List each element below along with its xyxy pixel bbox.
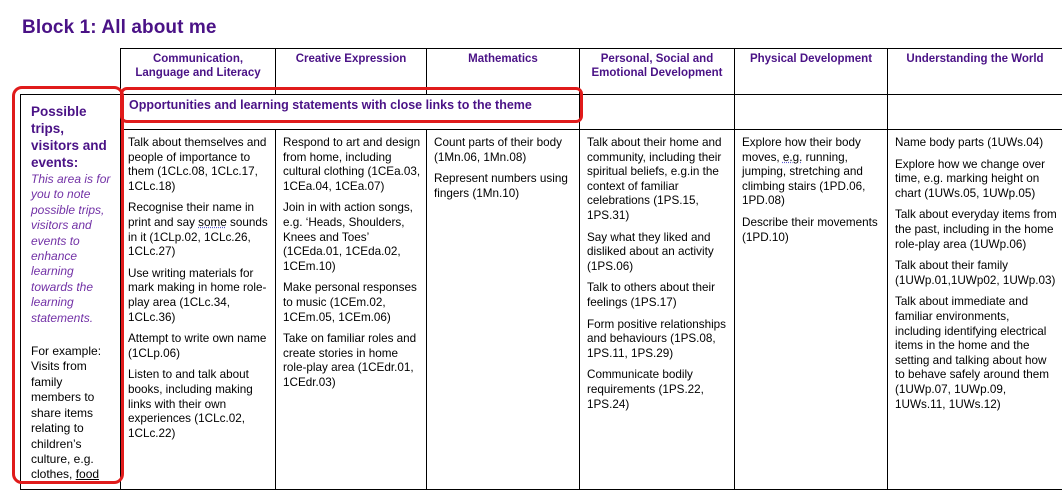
learning-statement: Talk to others about their feelings (1PS.17) [587,281,715,309]
cell-personal-social-emotional-development [580,130,735,490]
learning-statement: Talk about their family (1UWp.01,1UWp02, 1UWp.03) [895,259,1056,287]
learning-statement: Describe their movements (1PD.10) [742,215,878,244]
column-header-mathematics: Mathematics [427,49,580,95]
learning-statement: Explore how we change over time, e.g. marking height on chart (1UWs.05, 1UWp.05) [895,157,1046,200]
learning-statement: Talk about everyday items from the past, including in the home role-play area (1UWp.06) [895,208,1057,251]
learning-statement: Listen to and talk about books, including making links with their own experiences (1CLc.02, 1CLc.22) [128,368,253,440]
curriculum-planner-table [20,48,1062,490]
learning-statement: Form positive relationships and behaviours (1PS.08, 1PS.11, 1PS.29) [587,317,727,360]
opportunities-band-empty-physical [735,95,888,130]
learning-statement: Take on familiar roles and create stories in home role-play area (1CEdr.01, 1CEdr.03) [283,332,417,389]
table-header-row [21,49,1062,95]
cell-mathematics [427,130,580,490]
learning-statement: Say what they liked and disliked about an activity (1PS.06) [587,230,714,273]
header-blank-corner [21,49,121,95]
column-header-personal-social-emotional-development: Personal, Social and Emotional Development [580,49,735,95]
sidebar-possible-trips-cell [21,95,121,490]
learning-statement: Talk about themselves and people of importance to them (1CLc.08, 1CLc.17, 1CLc.18) [128,136,267,193]
sidebar-example-underlined-word: food [75,467,100,482]
learning-statement: Communicate bodily requirements (1PS.22, 1PS.24) [587,368,704,411]
learning-statement: Make personal responses to music (1CEm.02, 1CEm.05, 1CEm.06) [283,281,417,324]
learning-statement: Count parts of their body (1Mn.06, 1Mn.08) [434,136,562,164]
spellcheck-word: e.g. [782,150,803,164]
spellcheck-word: some [198,215,227,229]
cell-physical-development [735,130,888,490]
sidebar-heading: Possible trips, visitors and events: [31,104,107,170]
cell-understanding-the-world [888,130,1062,490]
column-header-creative-expression: Creative Expression [276,49,427,95]
opportunities-band-label: Opportunities and learning statements with close links to the theme [121,95,580,130]
column-header-physical-development: Physical Development [735,49,888,95]
sidebar-example-text [31,344,112,483]
opportunities-band-row [21,95,1062,130]
learning-statement: Use writing materials for mark making in home role-play area (1CLc.34, 1CLc.36) [128,266,267,324]
column-header-communication-language-literacy: Communication, Language and Literacy [121,49,276,95]
sidebar-example-lead: For example: Visits from family members to share items relating to children’s culture, e.g. clothes, [31,344,102,482]
learning-statement: Recognise their name in print and say some sounds in it (1CLp.02, 1CLc.26, 1CLc.27) [128,201,268,259]
column-header-understanding-the-world: Understanding the World [888,49,1062,95]
learning-statement: Name body parts (1UWs.04) [895,136,1044,149]
sidebar-italic-note: This area is for you to note possible trips, visitors and events to enhance learning towards the learning statements. [31,172,111,325]
learning-statement: Talk about their home and community, including their spiritual beliefs, e.g.in the context of familiar celebrations (1PS.15, 1PS.31) [587,136,722,222]
learning-statement: Represent numbers using fingers (1Mn.10) [434,172,568,200]
cell-communication-language-literacy [121,130,276,490]
learning-statement: Explore how their body moves, e.g. running, jumping, stretching and climbing stairs (1PD.06, 1PD.08) [742,136,866,208]
learning-statement: Attempt to write own name (1CLp.06) [128,332,267,360]
learning-statement: Respond to art and design from home, including cultural clothing (1CEa.03, 1CEa.04, 1CEa.07) [283,136,421,193]
page-title: Block 1: All about me [22,17,217,38]
statements-row [21,130,1062,490]
opportunities-band-empty-world [888,95,1062,130]
learning-statement: Join in with action songs, e.g. ‘Heads, Shoulders, Knees and Toes’ (1CEda.01, 1CEda.02, 1CEm.10) [283,201,413,273]
opportunities-band-empty-psed [580,95,735,130]
cell-creative-expression [276,130,427,490]
learning-statement: Talk about immediate and familiar environments, including identifying electrical items in the home and the setting and talking about how to behave safely around them (1UWp.07, 1UWp.09, 1UWs.11, 1UWs.12) [895,295,1049,411]
